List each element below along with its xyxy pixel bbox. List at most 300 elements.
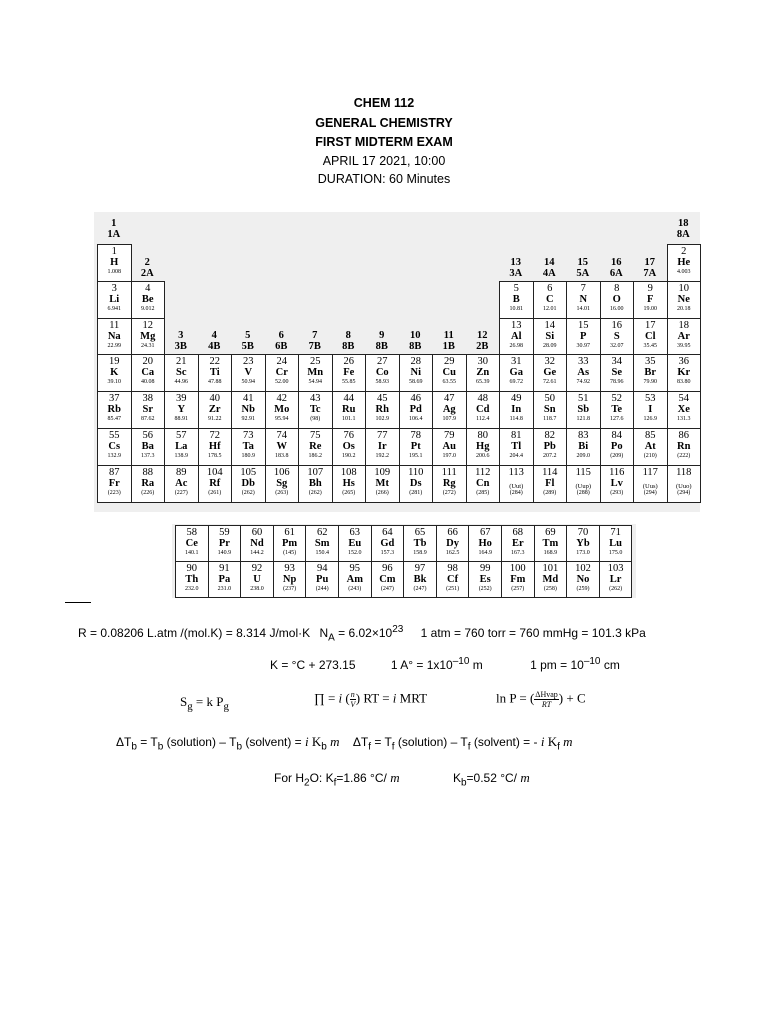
element-symbol: Ds	[409, 477, 422, 489]
element-he	[667, 244, 702, 282]
element-symbol: (Uuo)	[675, 482, 692, 490]
element-h	[97, 244, 132, 282]
element-symbol: Al	[511, 330, 522, 342]
atomic-mass: (293)	[610, 489, 624, 496]
element-symbol: Pd	[409, 404, 422, 416]
atomic-number: 5	[513, 282, 519, 294]
atomic-number: 34	[611, 356, 622, 368]
atomic-number: 75	[310, 430, 321, 441]
element-v	[231, 354, 266, 392]
constants-line-1	[78, 624, 646, 643]
element-symbol: At	[644, 441, 656, 452]
element-symbol: Fe	[343, 367, 355, 379]
atomic-mass: (266)	[375, 489, 389, 496]
element-symbol: Cr	[275, 367, 288, 379]
element-ar	[667, 318, 702, 356]
atomic-mass: (288)	[576, 489, 590, 496]
atomic-number: 27	[377, 356, 388, 368]
f-block-table	[172, 524, 636, 598]
atomic-number: 112	[475, 466, 491, 478]
element-symbol: Cu	[442, 367, 456, 379]
atomic-number: 40	[209, 393, 220, 405]
element-cl	[633, 318, 668, 356]
atomic-mass: 232.0	[185, 586, 199, 592]
atomic-number: 88	[142, 466, 153, 478]
atomic-mass: (258)	[543, 586, 557, 592]
henrys-law: $S_g = k$ $P_g$	[180, 694, 229, 713]
element-symbol: O	[612, 293, 621, 305]
freezing-point-depression: $\Delta T_f = T_f$ (solution) – $T_f$ (solvent) = - i $K_f$ m	[352, 734, 573, 753]
atomic-number: 78	[410, 430, 421, 441]
atomic-number: 96	[382, 563, 393, 574]
atomic-mass: 50.94	[241, 379, 255, 386]
element-co	[365, 354, 400, 392]
atomic-mass: 209.0	[576, 453, 590, 459]
element-dy	[436, 525, 470, 562]
element-symbol: Rb	[107, 404, 121, 416]
atomic-number: 110	[408, 466, 424, 478]
element-symbol: Rf	[209, 477, 221, 489]
element-cn	[466, 465, 501, 503]
atomic-mass: 102.9	[375, 416, 389, 423]
element-mt	[365, 465, 400, 503]
element-cs	[97, 428, 132, 466]
element-rh	[365, 391, 400, 429]
atomic-number: 76	[343, 430, 354, 441]
divider-line	[65, 602, 91, 603]
water-constants	[274, 770, 530, 788]
atomic-number: 52	[611, 393, 622, 405]
group-label-5: 5 5B	[241, 330, 254, 353]
atomic-number: 3	[111, 282, 117, 294]
element-al	[499, 318, 534, 356]
atomic-number: 86	[678, 430, 689, 441]
element-bi	[566, 428, 601, 466]
atomic-number: 6	[547, 282, 553, 294]
element-symbol: La	[175, 441, 188, 452]
element-symbol: As	[577, 367, 590, 379]
element-uut	[499, 465, 534, 503]
element-symbol: Tm	[542, 538, 559, 549]
atomic-number: 55	[109, 430, 120, 441]
atomic-mass: (210)	[643, 453, 657, 459]
atomic-mass: 114.8	[509, 416, 523, 423]
element-nd	[240, 525, 274, 562]
element-symbol: Pa	[218, 574, 231, 585]
element-symbol: Sn	[543, 404, 556, 416]
atomic-number: 38	[142, 393, 153, 405]
element-symbol: Ce	[185, 538, 198, 549]
atomic-number: 35	[645, 356, 656, 368]
element-symbol: V	[244, 367, 253, 379]
element-symbol: Pu	[316, 574, 329, 585]
periodic-table	[94, 212, 700, 512]
atomic-mass: (223)	[107, 489, 121, 496]
element-o	[600, 281, 635, 319]
atomic-number: 95	[349, 563, 361, 574]
element-symbol: Pt	[410, 441, 421, 452]
atomic-mass: 72.61	[543, 379, 557, 386]
atomic-mass: 14.01	[576, 305, 590, 312]
element-uup	[566, 465, 601, 503]
element-at	[633, 428, 668, 466]
element-hs	[332, 465, 367, 503]
atomic-mass: 47.88	[208, 379, 222, 386]
atomic-number: 109	[374, 466, 391, 478]
atomic-number: 51	[578, 393, 589, 405]
atomic-number: 53	[645, 393, 656, 405]
element-symbol: Cs	[108, 441, 121, 452]
atomic-number: 12	[142, 319, 153, 331]
atomic-mass: (281)	[409, 489, 423, 496]
atomic-mass: 118.7	[543, 416, 557, 423]
element-symbol: Ba	[141, 441, 154, 452]
gas-constant: R = 0.08206 L.atm /(mol.K) = 8.314 J/mol·K	[78, 626, 311, 640]
element-cr	[265, 354, 300, 392]
element-ra	[131, 465, 166, 503]
atomic-mass: 83.80	[677, 379, 691, 386]
atomic-mass: 178.5	[208, 453, 222, 459]
element-ac	[164, 465, 199, 503]
group-label-17: 17 7A	[643, 256, 657, 279]
element-symbol: S	[613, 330, 620, 342]
element-symbol: Zr	[208, 404, 221, 416]
atomic-number: 84	[611, 430, 622, 441]
element-md	[534, 561, 568, 598]
atomic-number: 8	[614, 282, 620, 294]
atomic-mass: 238.0	[250, 586, 264, 592]
element-symbol: Fr	[108, 477, 120, 489]
element-symbol: Gd	[380, 538, 395, 549]
atomic-number: 25	[310, 356, 321, 368]
element-th	[175, 561, 209, 598]
atomic-number: 32	[544, 356, 555, 368]
element-symbol: W	[276, 441, 287, 452]
element-tm	[534, 525, 568, 562]
atomic-mass: (262)	[241, 489, 255, 496]
atomic-mass: 52.00	[275, 379, 289, 386]
atomic-mass: 195.1	[409, 453, 423, 459]
element-symbol: Np	[282, 574, 297, 585]
element-cf	[436, 561, 470, 598]
atomic-number: 99	[479, 563, 491, 574]
kelvin-conversion: K = °C + 273.15	[270, 658, 356, 672]
atomic-mass: (284)	[509, 489, 523, 496]
element-u	[240, 561, 274, 598]
element-symbol: Si	[545, 330, 555, 342]
atomic-number: 9	[647, 282, 653, 294]
element-bh	[298, 465, 333, 503]
atomic-mass: (252)	[478, 586, 492, 592]
element-eu	[338, 525, 372, 562]
element-sb	[566, 391, 601, 429]
atomic-mass: (98)	[310, 416, 321, 423]
element-yb	[566, 525, 600, 562]
atomic-mass: 20.18	[677, 305, 691, 312]
element-symbol: Co	[375, 367, 389, 379]
element-symbol: Eu	[348, 538, 362, 549]
atomic-number: 73	[243, 430, 254, 441]
element-symbol: Y	[177, 404, 186, 416]
atomic-number: 37	[109, 393, 120, 405]
atomic-mass: 79.90	[643, 379, 657, 386]
atomic-number: 68	[512, 527, 524, 538]
element-symbol: Tb	[413, 538, 427, 549]
element-lv	[600, 465, 635, 503]
element-symbol: Hg	[476, 441, 490, 452]
element-tl	[499, 428, 534, 466]
element-symbol: H	[110, 257, 119, 268]
atomic-number: 97	[414, 563, 426, 574]
element-li	[97, 281, 132, 319]
atomic-mass: 69.72	[509, 379, 523, 386]
element-symbol: Ta	[242, 441, 254, 452]
atomic-number: 77	[377, 430, 388, 441]
element-symbol: Dy	[446, 538, 460, 549]
element-no	[566, 561, 600, 598]
atomic-mass: 175.0	[608, 550, 623, 556]
element-symbol: Re	[309, 441, 322, 452]
atomic-number: 16	[611, 319, 622, 331]
element-sm	[305, 525, 339, 562]
constants-line-2	[270, 656, 620, 672]
atomic-mass: (244)	[315, 586, 329, 592]
atomic-number: 116	[609, 466, 625, 478]
atomic-number: 92	[251, 563, 263, 574]
element-symbol: Md	[542, 574, 559, 585]
atomic-mass: 200.6	[476, 453, 490, 459]
element-symbol: Rn	[677, 441, 691, 452]
atomic-mass: 137.3	[141, 453, 155, 459]
atomic-number: 56	[142, 430, 153, 441]
element-f	[633, 281, 668, 319]
atomic-number: 104	[206, 466, 223, 478]
group-label-18: 18 8A	[676, 218, 690, 240]
group-label-11: 11 1B	[442, 330, 455, 353]
element-symbol: K	[110, 367, 119, 379]
element-symbol: Li	[109, 293, 120, 305]
atomic-number: 45	[377, 393, 388, 405]
element-ag	[432, 391, 467, 429]
atomic-mass: 30.97	[576, 342, 590, 349]
atomic-number: 62	[316, 527, 328, 538]
element-lr	[599, 561, 633, 598]
element-cd	[466, 391, 501, 429]
element-symbol: Sb	[577, 404, 590, 416]
atomic-number: 17	[645, 319, 656, 331]
atomic-number: 29	[444, 356, 455, 368]
atomic-number: 20	[142, 356, 153, 368]
element-y	[164, 391, 199, 429]
element-symbol: Ir	[377, 441, 387, 452]
atomic-number: 79	[444, 430, 455, 441]
element-ru	[332, 391, 367, 429]
course-title: CHEM 112	[353, 96, 415, 110]
element-symbol: Sc	[176, 367, 187, 379]
element-ca	[131, 354, 166, 392]
atomic-mass: 132.9	[107, 453, 121, 459]
element-symbol: Pr	[218, 538, 230, 549]
element-hg	[466, 428, 501, 466]
atomic-mass: 138.9	[174, 453, 188, 459]
picometer-conversion: 1 pm = $10^{-10}$ cm	[530, 656, 620, 672]
element-i	[633, 391, 668, 429]
atomic-number: 50	[544, 393, 555, 405]
element-ne	[667, 281, 702, 319]
element-symbol: Be	[141, 293, 154, 305]
atomic-mass: 4.003	[677, 269, 691, 275]
element-symbol: (Uup)	[575, 482, 592, 490]
element-ge	[533, 354, 568, 392]
element-pa	[208, 561, 242, 598]
atomic-mass: 28.09	[543, 342, 557, 349]
element-symbol: Lr	[609, 574, 622, 585]
exam-title: FIRST MIDTERM EXAM	[315, 135, 453, 149]
element-se	[600, 354, 635, 392]
element-pt	[399, 428, 434, 466]
element-uuo	[667, 465, 702, 503]
atomic-number: 1	[111, 246, 117, 257]
element-symbol: Ho	[478, 538, 492, 549]
element-symbol: Pb	[543, 441, 556, 452]
atomic-mass: 22.99	[107, 342, 121, 349]
element-symbol: Th	[185, 574, 199, 585]
atomic-mass: 150.4	[315, 550, 329, 556]
atomic-number: 11	[109, 319, 120, 331]
element-ni	[399, 354, 434, 392]
element-symbol: Mn	[307, 367, 324, 379]
atomic-number: 70	[577, 527, 589, 538]
atomic-number: 30	[477, 356, 488, 368]
atomic-number: 14	[544, 319, 555, 331]
element-si	[533, 318, 568, 356]
element-ga	[499, 354, 534, 392]
element-symbol: Ni	[410, 367, 421, 379]
atomic-number: 2	[681, 246, 687, 257]
atomic-mass: 65.39	[476, 379, 490, 386]
atomic-mass: 101.1	[342, 416, 356, 423]
atomic-mass: (259)	[576, 586, 590, 592]
element-symbol: Yb	[576, 538, 590, 549]
atomic-number: 108	[340, 466, 357, 478]
avogadro-number: $N_A = 6.02\times 10^{23}$	[319, 624, 404, 644]
element-symbol: Ga	[509, 367, 523, 379]
atomic-mass: (263)	[275, 489, 289, 496]
element-symbol: Mo	[274, 404, 290, 416]
atomic-number: 57	[176, 430, 187, 441]
atomic-mass: 131.3	[677, 416, 691, 423]
atomic-mass: (247)	[380, 586, 394, 592]
element-symbol: Kr	[677, 367, 691, 379]
atomic-mass: 204.4	[509, 453, 523, 459]
atomic-mass: (285)	[476, 489, 490, 496]
atomic-number: 94	[316, 563, 328, 574]
element-symbol: Sm	[314, 538, 330, 549]
element-symbol: Er	[511, 538, 524, 549]
atomic-mass: 44.96	[174, 379, 188, 386]
atomic-number: 91	[219, 563, 230, 574]
atomic-number: 24	[276, 356, 287, 368]
element-ho	[468, 525, 502, 562]
atomic-number: 106	[273, 466, 290, 478]
atomic-mass: 87.62	[141, 416, 155, 423]
element-symbol: Rg	[442, 477, 456, 489]
atomic-mass: 10.81	[509, 305, 523, 312]
atomic-mass: (265)	[342, 489, 356, 496]
element-symbol: Ge	[543, 367, 557, 379]
atomic-number: 101	[542, 563, 559, 574]
atomic-mass: 6.941	[107, 305, 121, 312]
atomic-number: 28	[410, 356, 421, 368]
group-label-12: 12 2B	[476, 330, 489, 353]
group-label-15: 15 5A	[576, 256, 590, 279]
element-be	[131, 281, 166, 319]
element-ds	[399, 465, 434, 503]
element-fm	[501, 561, 535, 598]
atomic-mass: 152.0	[348, 550, 362, 556]
atomic-number: 26	[343, 356, 354, 368]
element-rg	[432, 465, 467, 503]
atomic-mass: (262)	[308, 489, 322, 496]
atomic-number: 47	[444, 393, 455, 405]
group-label-7: 7 7B	[308, 330, 321, 353]
group-label-3: 3 3B	[174, 330, 187, 353]
element-symbol: Ne	[677, 293, 690, 305]
element-pd	[399, 391, 434, 429]
element-symbol: Pm	[282, 538, 298, 549]
element-symbol: Am	[346, 574, 363, 585]
water-kb: $K_b=0.52$ °C/ m	[452, 770, 530, 789]
element-uus	[633, 465, 668, 503]
atomic-mass: 168.9	[543, 550, 558, 556]
element-symbol: Ac	[175, 477, 188, 489]
atomic-number: 98	[447, 563, 458, 574]
element-symbol: Cl	[645, 330, 656, 342]
group-label-8: 8 8B	[342, 330, 355, 353]
atomic-number: 85	[645, 430, 656, 441]
atomic-number: 23	[243, 356, 254, 368]
atomic-mass: 186.2	[308, 453, 322, 459]
element-symbol: Se	[611, 367, 622, 379]
atomic-mass: 32.07	[610, 342, 624, 349]
atomic-mass: 40.08	[141, 379, 155, 386]
exam-duration: DURATION: 60 Minutes	[317, 172, 451, 186]
atomic-number: 22	[209, 356, 220, 368]
angstrom-conversion: 1 $A^\circ = 1x10^{-10}$ m	[390, 656, 483, 672]
atomic-number: 31	[511, 356, 522, 368]
atomic-mass: 88.91	[174, 416, 188, 423]
atomic-number: 59	[219, 527, 230, 538]
atomic-number: 100	[509, 563, 526, 574]
element-bk	[403, 561, 437, 598]
atomic-mass: 55.85	[342, 379, 356, 386]
atomic-number: 42	[276, 393, 287, 405]
element-symbol: (Uut)	[509, 482, 524, 490]
element-p	[566, 318, 601, 356]
element-symbol: Lv	[610, 477, 623, 489]
atomic-number: 13	[511, 319, 522, 331]
element-xe	[667, 391, 702, 429]
element-symbol: No	[576, 574, 590, 585]
atomic-number: 39	[176, 393, 187, 405]
element-symbol: Os	[342, 441, 355, 452]
atomic-number: 81	[511, 430, 522, 441]
atomic-mass: 12.01	[543, 305, 557, 312]
atomic-mass: 127.6	[610, 416, 624, 423]
atomic-number: 71	[610, 527, 621, 538]
element-symbol: Bh	[308, 477, 322, 489]
atomic-number: 44	[343, 393, 354, 405]
